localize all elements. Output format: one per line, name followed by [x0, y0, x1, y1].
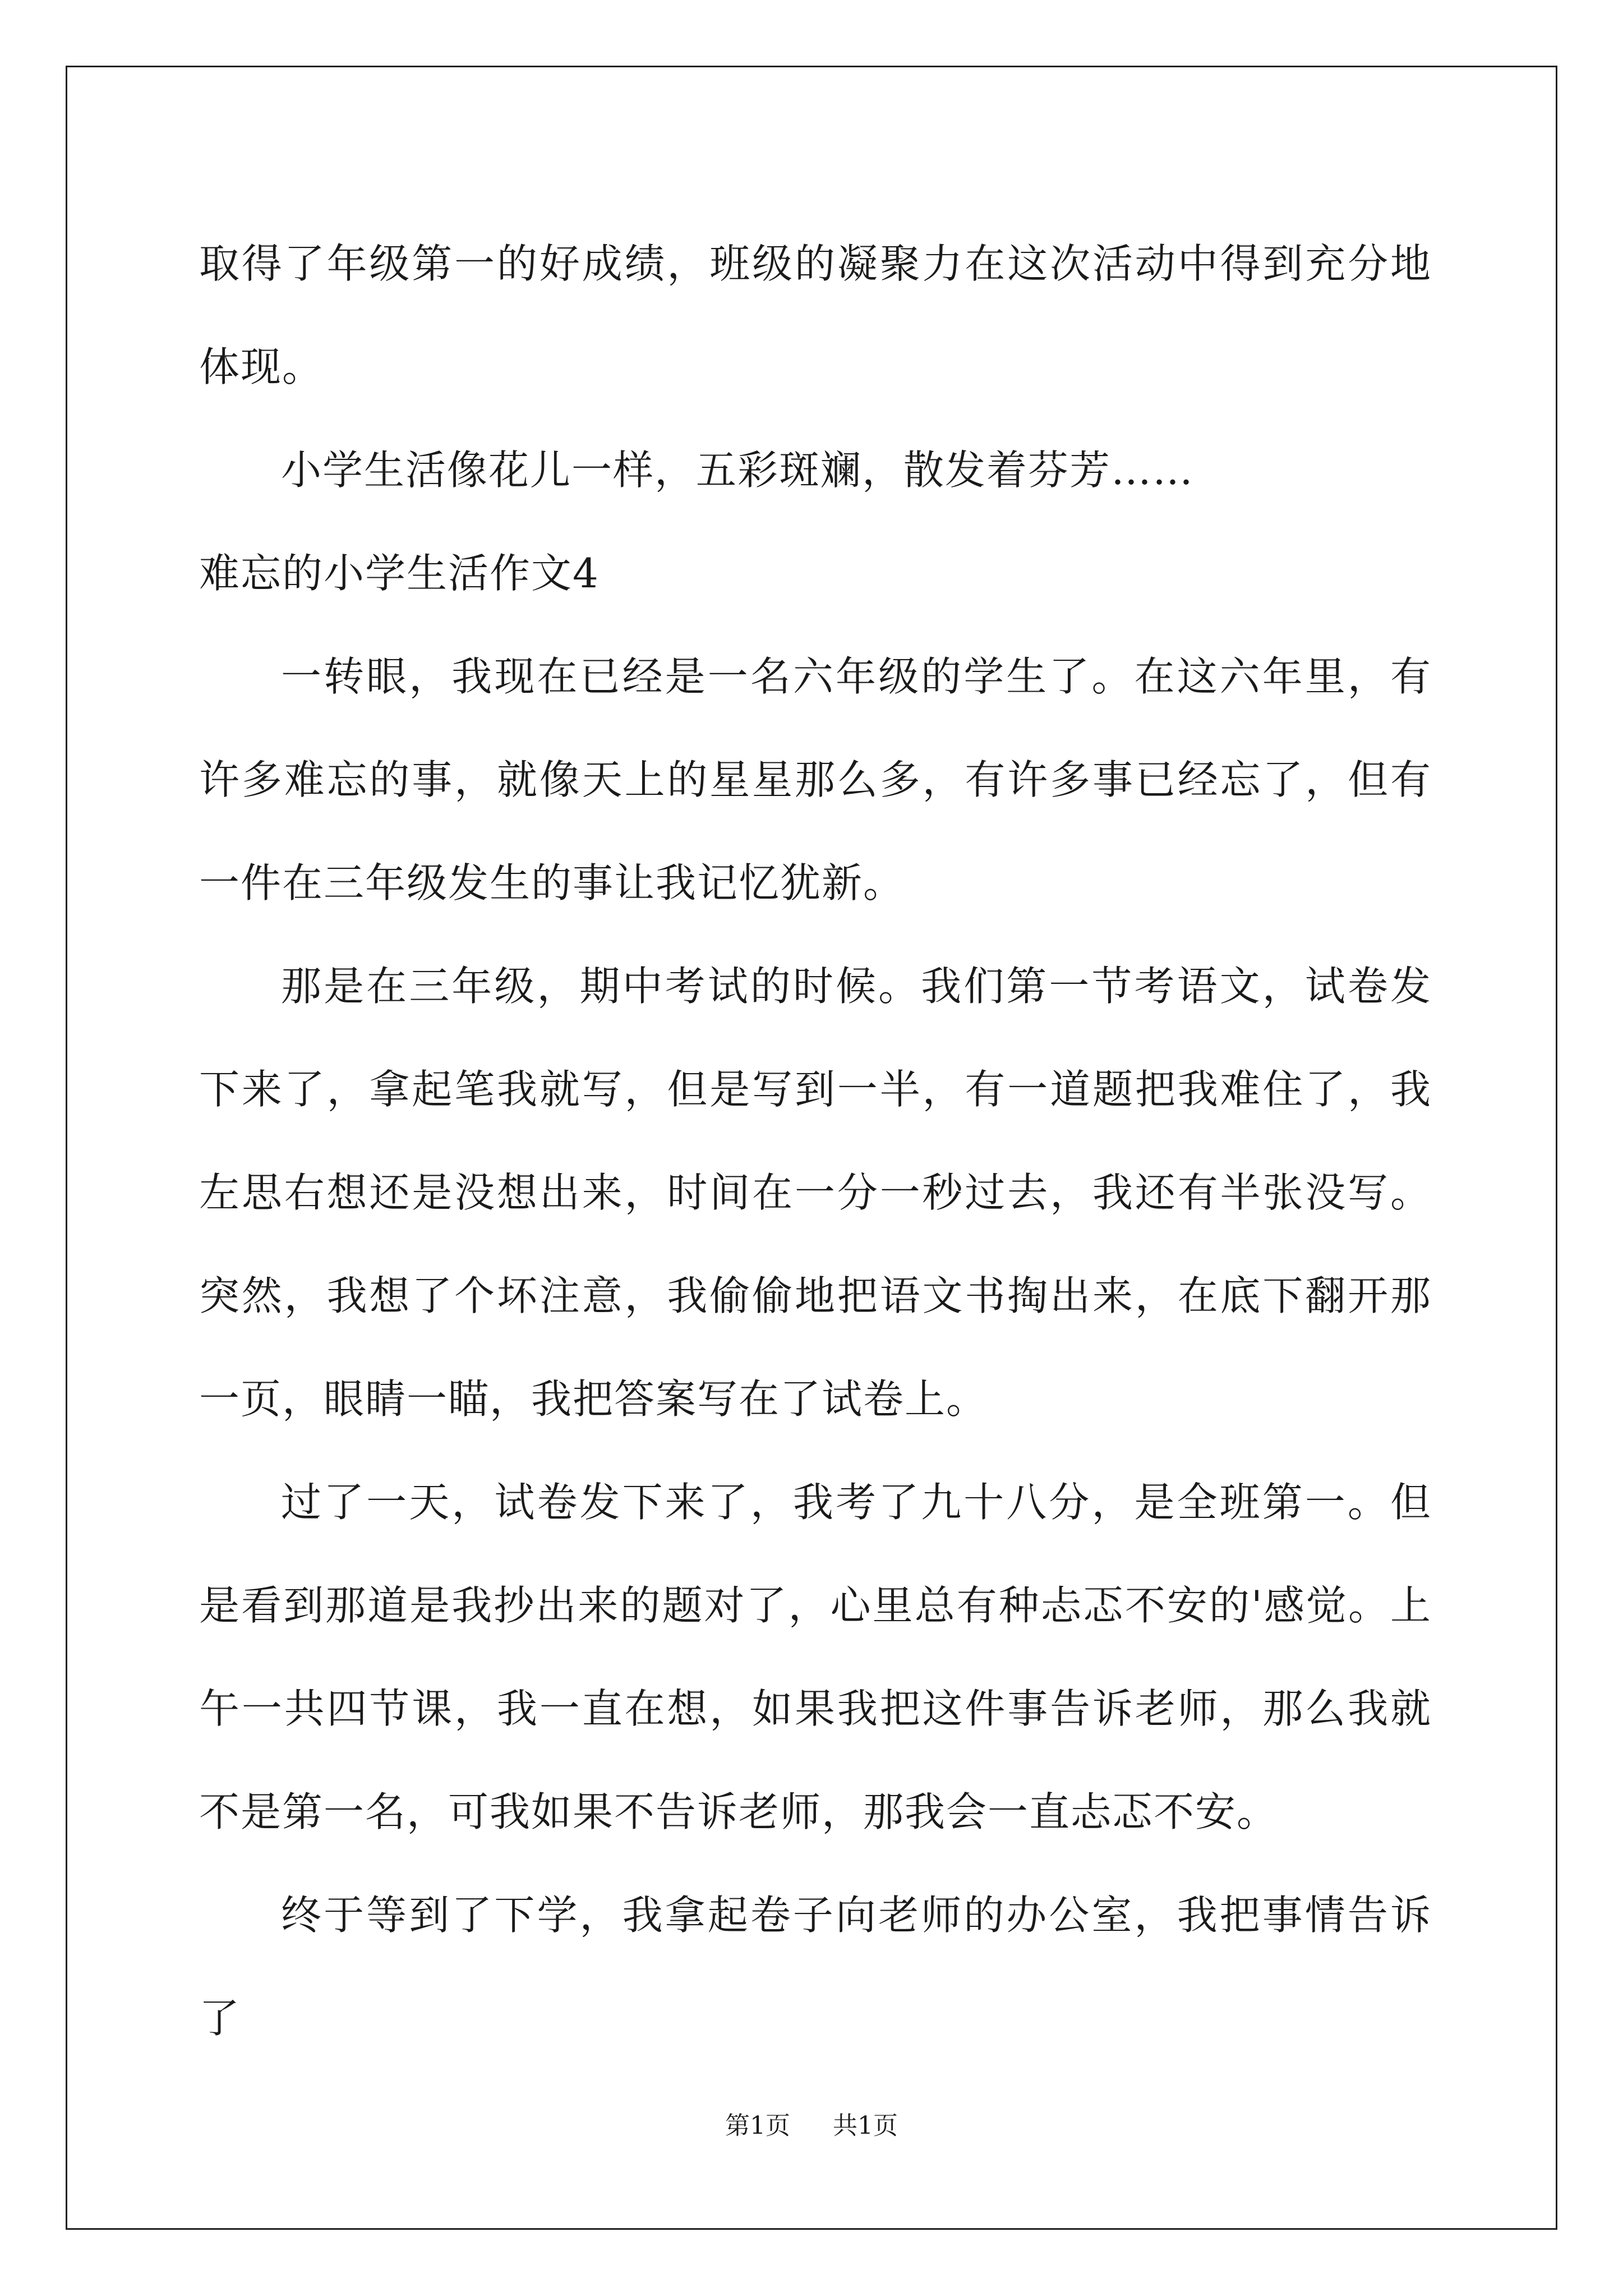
page-number: 第1页 — [725, 2111, 790, 2140]
page-total: 共1页 — [833, 2111, 898, 2140]
paragraph-continuation: 取得了年级第一的好成绩，班级的凝聚力在这次活动中得到充分地体现。 — [199, 240, 1432, 390]
page-footer — [0, 2109, 1623, 2143]
paragraph-confession: 终于等到了下学，我拿起卷子向老师的办公室，我把事情告诉了 — [199, 1892, 1432, 2042]
paragraph-summary: 小学生活像花儿一样，五彩斑斓，散发着芬芳…… — [281, 447, 1195, 494]
document-body — [199, 212, 1432, 2070]
paragraph-exam: 那是在三年级，期中考试的时候。我们第一节考语文，试卷发下来了，拿起笔我就写，但是写到一半，有一道题把我难住了，我左思右想还是没想出来，时间在一分一秒过去，我还有半张没写。突然，我想了个坏注意，我偷偷地把语文书掏出来，在底下翻开那一页，眼睛一瞄，我把答案写在了试卷上。 — [199, 963, 1432, 1423]
paragraph-result: 过了一天，试卷发下来了，我考了九十八分，是全班第一。但是看到那道是我抄出来的题对了，心里总有种忐忑不安的'感觉。上午一共四节课，我一直在想，如果我把这件事告诉老师，那么我就不是第一名，可我如果不告诉老师，那我会一直忐忑不安。 — [199, 1479, 1432, 1835]
essay-heading: 难忘的小学生活作文4 — [199, 550, 600, 597]
paragraph-intro: 一转眼，我现在已经是一名六年级的学生了。在这六年里，有许多难忘的事，就像天上的星星那么多，有许多事已经忘了，但有一件在三年级发生的事让我记忆犹新。 — [199, 653, 1432, 907]
